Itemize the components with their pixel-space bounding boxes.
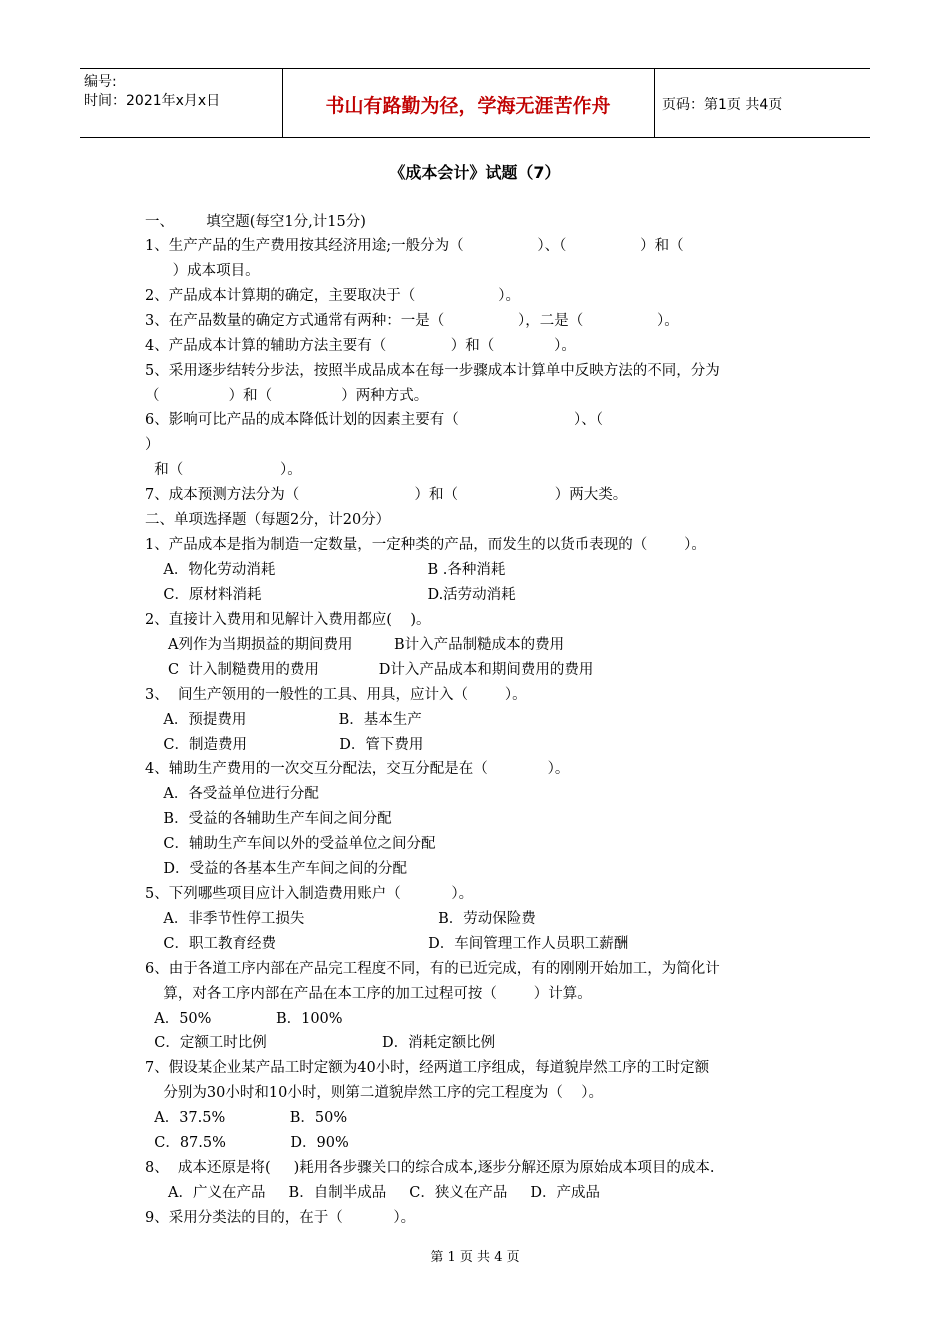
option-line: A．非季节性停工损失 B．劳动保险费 [145,911,536,927]
option-line: A．物化劳动消耗 B .各种消耗 [145,562,506,578]
header-page-info: 页码：第1页 共4页 [662,97,783,113]
option-line: A列作为当期损益的期间费用 B计入产品制糙成本的费用 [145,637,565,653]
option-line: A．广义在产品 B．自制半成品 C．狭义在产品 D．产成品 [145,1185,601,1201]
option-line: A．预提费用 B．基本生产 [145,712,422,728]
page-footer: 第 1 页 共 4 页 [430,1250,520,1265]
header-left-cell [84,73,220,111]
question-line: 7、成本预测方法分为（ ）和（ ）两大类。 [145,487,628,503]
question-line: 分别为30小时和10小时，则第二道貌岸然工序的完工程度为（ ）。 [145,1085,604,1101]
option-line: C．定额工时比例 D．消耗定额比例 [145,1035,496,1051]
option-line: C．87.5% D．90% [145,1135,349,1151]
option-line: A．各受益单位进行分配 [145,786,319,802]
question-line: 3、 间生产领用的一般性的工具、用具，应计入（ ）。 [145,687,527,703]
option-line: C．制造费用 D．管下费用 [145,737,424,753]
question-line: 2、直接计入费用和见解计入费用都应( )。 [145,612,431,628]
option-line: C．辅助生产车间以外的受益单位之间分配 [145,836,436,852]
option-line: C 计入制糙费用的费用 D计入产品成本和期间费用的费用 [145,662,594,678]
question-line: 9、采用分类法的目的，在于（ ）。 [145,1210,416,1226]
header-motto: 书山有路勤为径，学海无涯苦作舟 [325,95,611,117]
option-line: A．37.5% B．50% [145,1110,348,1126]
question-line: 3、在产品数量的确定方式通常有两种：一是（ ），二是（ ）。 [145,313,679,329]
question-line: ） [145,437,160,453]
question-line: （ ）和（ ）两种方式。 [145,388,429,404]
question-line: 和（ ）。 [145,462,302,478]
question-line: 5、采用逐步结转分步法，按照半成品成本在每一步骤成本计算单中反映方法的不同，分为 [145,363,720,379]
time-label: 时间：2021年x月x日 [84,93,221,109]
question-line: 1、产品成本是指为制造一定数量，一定种类的产品，而发生的以货币表现的（ ）。 [145,537,706,553]
section-heading-single-choice: 二、单项选择题（每题2分，计20分） [145,512,391,528]
header-divider-right [654,69,655,137]
question-line: 1、生产产品的生产费用按其经济用途;一般分为（ ）、（ ）和（ [145,238,684,254]
option-line: A．50% B．100% [145,1011,343,1027]
question-line: 4、产品成本计算的辅助方法主要有（ ）和（ ）。 [145,338,576,354]
question-line: 7、假设某企业某产品工时定额为40小时，经两道工序组成，每道貌岸然工序的工时定额 [145,1060,710,1076]
question-line: 6、影响可比产品的成本降低计划的因素主要有（ ）、（ [145,412,603,428]
question-line: 6、由于各道工序内部在产品完工程度不同，有的已近完成，有的刚刚开始加工，为简化计 [145,961,720,977]
option-line: C．原材料消耗 D.活劳动消耗 [145,587,516,603]
question-line: 4、辅助生产费用的一次交互分配法，交互分配是在（ ）。 [145,761,570,777]
option-line: B．受益的各辅助生产车间之间分配 [145,811,392,827]
option-line: C．职工教育经费 D．车间管理工作人员职工薪酬 [145,936,629,952]
document-header [80,68,870,138]
question-line: 5、下列哪些项目应计入制造费用账户（ ）。 [145,886,474,902]
question-line: 算，对各工序内部在产品在本工序的加工过程可按（ ）计算。 [145,986,592,1002]
question-line: 2、产品成本计算期的确定，主要取决于（ ）。 [145,288,520,304]
number-label: 编号: [84,74,117,90]
section-heading-fill-in: 一、 填空题(每空1分,计15分) [145,214,366,230]
question-line: ）成本项目。 [145,263,260,279]
question-line: 8、 成本还原是将( )耗用各步骤关口的综合成本,逐步分解还原为原始成本项目的成本. [145,1160,715,1176]
document-title: 《成本会计》试题（7） [389,163,561,182]
option-line: D．受益的各基本生产车间之间的分配 [145,861,408,877]
